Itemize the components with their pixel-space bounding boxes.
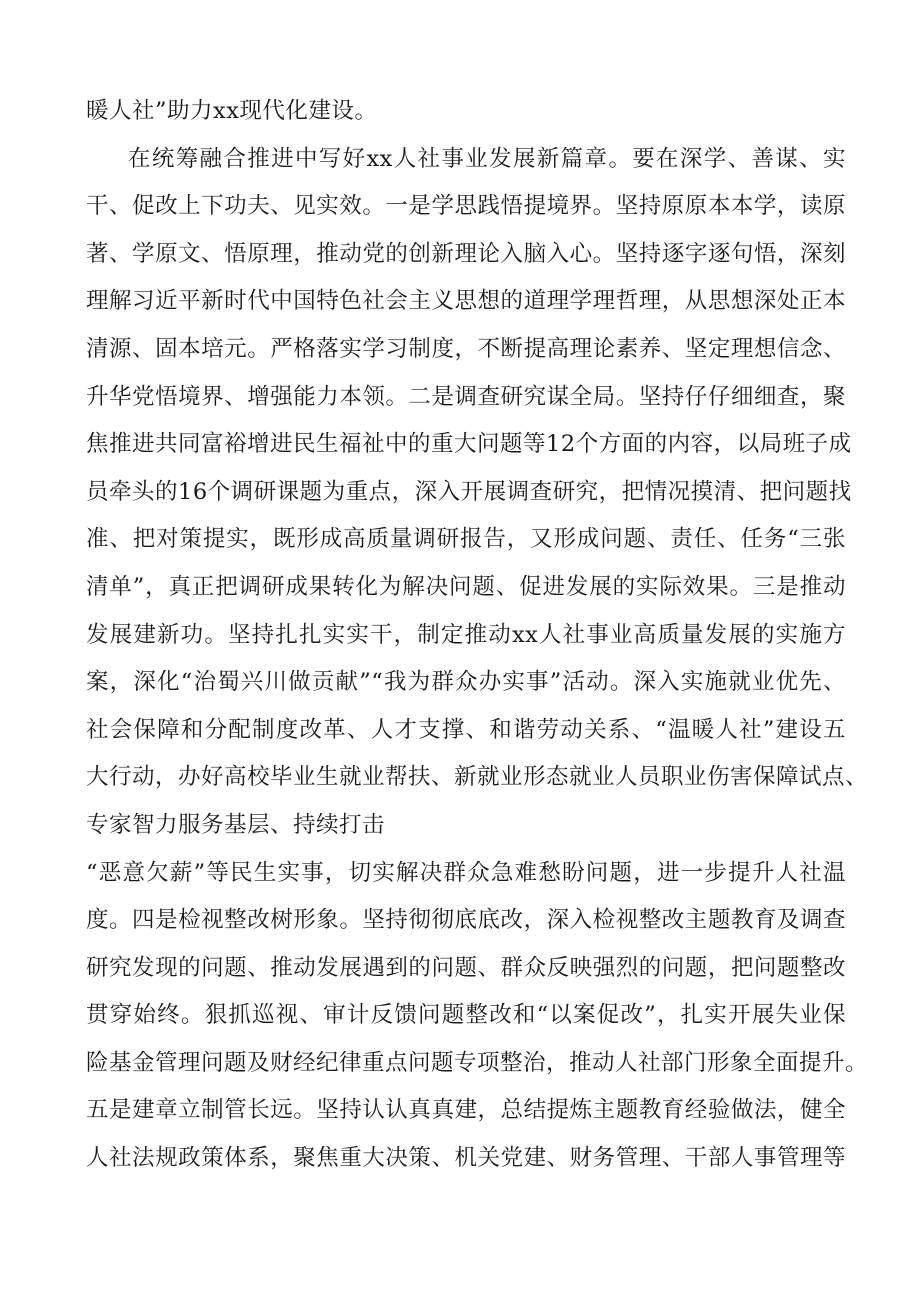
text-line: 焦推进共同富裕增进民生福祉中的重大问题等12个方面的内容，以局班子成 [86, 431, 852, 458]
text-line: 人社法规政策体系，聚焦重大决策、机关党建、财务管理、干部人事管理等 [86, 1145, 846, 1172]
text-line: 干、促改上下功夫、见实效。一是学思践悟提境界。坚持原原本本学，读原 [86, 193, 846, 220]
text-line: 研究发现的问题、推动发展遇到的问题、群众反映强烈的问题，把问题整改 [86, 954, 846, 981]
text-line: 案，深化“治蜀兴川做贡献”“我为群众办实事”活动。深入实施就业优先、 [86, 669, 846, 696]
text-line: 升华党悟境界、增强能力本领。二是调查研究谋全局。坚持仔仔细细查，聚 [86, 383, 846, 410]
text-line: 员牵头的16个调研课题为重点，深入开展调查研究，把情况摸清、把问题找 [86, 478, 852, 505]
text-line: 险基金管理问题及财经纪律重点问题专项整治，推动人社部门形象全面提升。 [86, 1049, 869, 1076]
text-line: 暖人社”助力xx现代化建设。 [86, 98, 378, 124]
text-line: “恶意欠薪”等民生实事，切实解决群众急难愁盼问题，进一步提升人社温 [86, 859, 846, 886]
body-text [86, 88, 869, 1183]
paragraph-first-line: 在统筹融合推进中写好xx人社事业发展新篇章。要在深学、善谋、实 [128, 145, 846, 172]
text-line: 度。四是检视整改树形象。坚持彻彻底底改，深入检视整改主题教育及调查 [86, 907, 846, 934]
text-line: 贯穿始终。狠抓巡视、审计反馈问题整改和“以案促改”，扎实开展失业保 [86, 1002, 846, 1029]
text-line: 大行动，办好高校毕业生就业帮扶、新就业形态就业人员职业伤害保障试点、 [86, 764, 869, 791]
text-line: 专家智力服务基层、持续打击 [86, 811, 386, 838]
text-line: 发展建新功。坚持扎扎实实干，制定推动xx人社事业高质量发展的实施方 [86, 621, 846, 648]
text-line: 准、把对策提实，既形成高质量调研报告，又形成问题、责任、任务“三张 [86, 526, 846, 553]
text-line: 著、学原文、悟原理，推动党的创新理论入脑入心。坚持逐字逐句悟，深刻 [86, 240, 846, 267]
text-line: 五是建章立制管长远。坚持认认真真建，总结提炼主题教育经验做法，健全 [86, 1097, 846, 1124]
text-line: 清源、固本培元。严格落实学习制度，不断提高理论素养、坚定理想信念、 [86, 335, 846, 362]
text-line: 社会保障和分配制度改革、人才支撑、和谐劳动关系、“温暖人社”建设五 [86, 716, 846, 743]
text-line: 清单”，真正把调研成果转化为解决问题、促进发展的实际效果。三是推动 [86, 573, 846, 600]
text-line: 理解习近平新时代中国特色社会主义思想的道理学理哲理，从思想深处正本 [86, 288, 846, 315]
